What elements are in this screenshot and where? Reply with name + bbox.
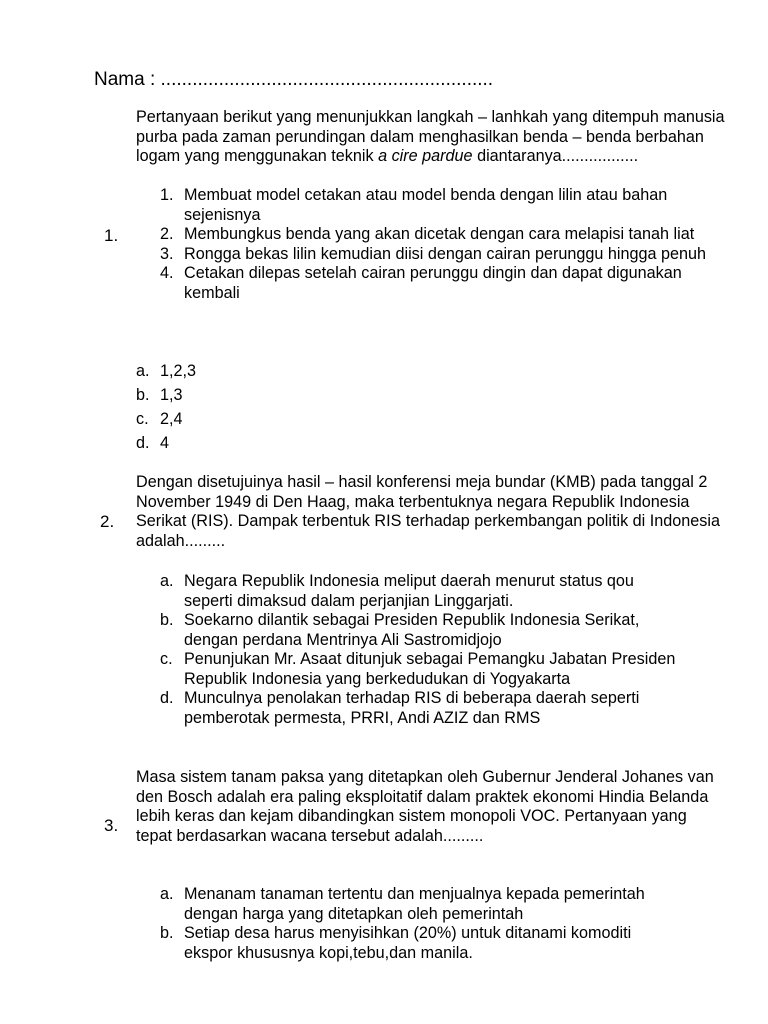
option-text: 2,4 [160, 409, 183, 428]
step-text: Membungkus benda yang akan dicetak dengan cara melapisi tanah liat [184, 225, 695, 243]
name-field-line: Nama : ............................................................... [94, 69, 494, 90]
option-text: Soekarno dilantik sebagai Presiden Republik Indonesia Serikat, dengan perdana Mentrinya Ali Sastromidjojo [184, 611, 640, 649]
question-2-number: 2. [100, 512, 115, 531]
step-marker: 4. [160, 264, 174, 282]
option-marker: a. [160, 572, 174, 590]
step-marker: 3. [160, 244, 174, 263]
option-text: Penunjukan Mr. Asaat ditunjuk sebagai Pemangku Jabatan Presiden Republik Indonesia yang berkedudukan di Yogyakarta [184, 650, 676, 688]
question-1-steps-list [160, 186, 720, 303]
option-a [160, 572, 680, 611]
option-d [160, 689, 680, 728]
option-marker: a. [160, 885, 174, 903]
option-marker: d. [160, 689, 174, 707]
option-a [160, 885, 680, 924]
list-item [160, 245, 720, 265]
question-2-stem: Dengan disetujuinya hasil – hasil konferensi meja bundar (KMB) pada tanggal 2 November 1949 di Den Haag, maka terbentuknya negara Republik Indonesia Serikat (RIS). Dampak terbentuk RIS terhadap perkembangan politik di Indonesia adalah......... [136, 473, 720, 550]
option-marker: b. [136, 385, 150, 404]
step-text: Membuat model cetakan atau model benda dengan lilin atau bahan sejenisnya [184, 186, 668, 224]
option-c [136, 410, 436, 430]
option-b [160, 924, 680, 963]
option-marker: b. [160, 611, 174, 629]
question-1-number: 1. [104, 226, 119, 245]
option-marker: b. [160, 924, 174, 942]
step-text: Cetakan dilepas setelah cairan perunggu dingin dan dapat digunakan kembali [184, 264, 682, 302]
option-text: 4 [160, 433, 170, 452]
question-1-stem-tail: diantaranya................. [472, 147, 639, 165]
option-text: 1,3 [160, 385, 183, 404]
step-text: Rongga bekas lilin kemudian diisi dengan cairan perunggu hingga penuh [184, 244, 706, 263]
question-3-stem: Masa sistem tanam paksa yang ditetapkan oleh Gubernur Jenderal Johanes van den Bosch adalah era paling eksploitatif dalam praktek ekonomi Hindia Belanda lebih keras dan kejam dibandingkan sistem monopoli VOC. Pertanyaan yang tepat berdasarkan wacana tersebut adalah......... [136, 768, 714, 845]
option-text: Munculnya penolakan terhadap RIS di beberapa daerah seperti pemberotak permesta, PRRI, Andi AZIZ dan RMS [184, 689, 640, 727]
question-3-options-list [160, 885, 680, 963]
question-1-stem [136, 108, 726, 167]
list-item [160, 186, 720, 225]
list-item [160, 264, 720, 303]
question-3-number: 3. [104, 816, 119, 835]
list-item [160, 225, 720, 245]
question-1-options-list [136, 362, 436, 458]
option-marker: c. [160, 650, 173, 668]
option-a [136, 362, 436, 382]
option-marker: c. [136, 409, 149, 428]
question-2-options-list [160, 572, 680, 728]
step-marker: 1. [160, 186, 174, 204]
option-text: 1,2,3 [160, 362, 197, 380]
option-c [160, 650, 680, 689]
option-b [136, 386, 436, 406]
step-marker: 2. [160, 225, 174, 243]
option-text: Menanam tanaman tertentu dan menjualnya kepada pemerintah dengan harga yang ditetapkan oleh pemerintah [184, 885, 645, 923]
option-text: Negara Republik Indonesia meliput daerah menurut status qou seperti dimaksud dalam perjanjian Linggarjati. [184, 572, 634, 610]
option-d [136, 434, 436, 454]
question-1-stem-text: Pertanyaan berikut yang menunjukkan langkah – lanhkah yang ditempuh manusia purba pada zaman perundingan dalam menghasilkan benda – benda berbahan logam yang menggunakan teknik [136, 108, 725, 165]
option-b [160, 611, 680, 650]
question-1-stem-italic: a cire pardue [378, 147, 473, 165]
option-marker: a. [136, 362, 150, 380]
option-text: Setiap desa harus menyisihkan (20%) untuk ditanami komoditi ekspor khususnya kopi,tebu,dan manila. [184, 924, 632, 962]
option-marker: d. [136, 433, 150, 452]
